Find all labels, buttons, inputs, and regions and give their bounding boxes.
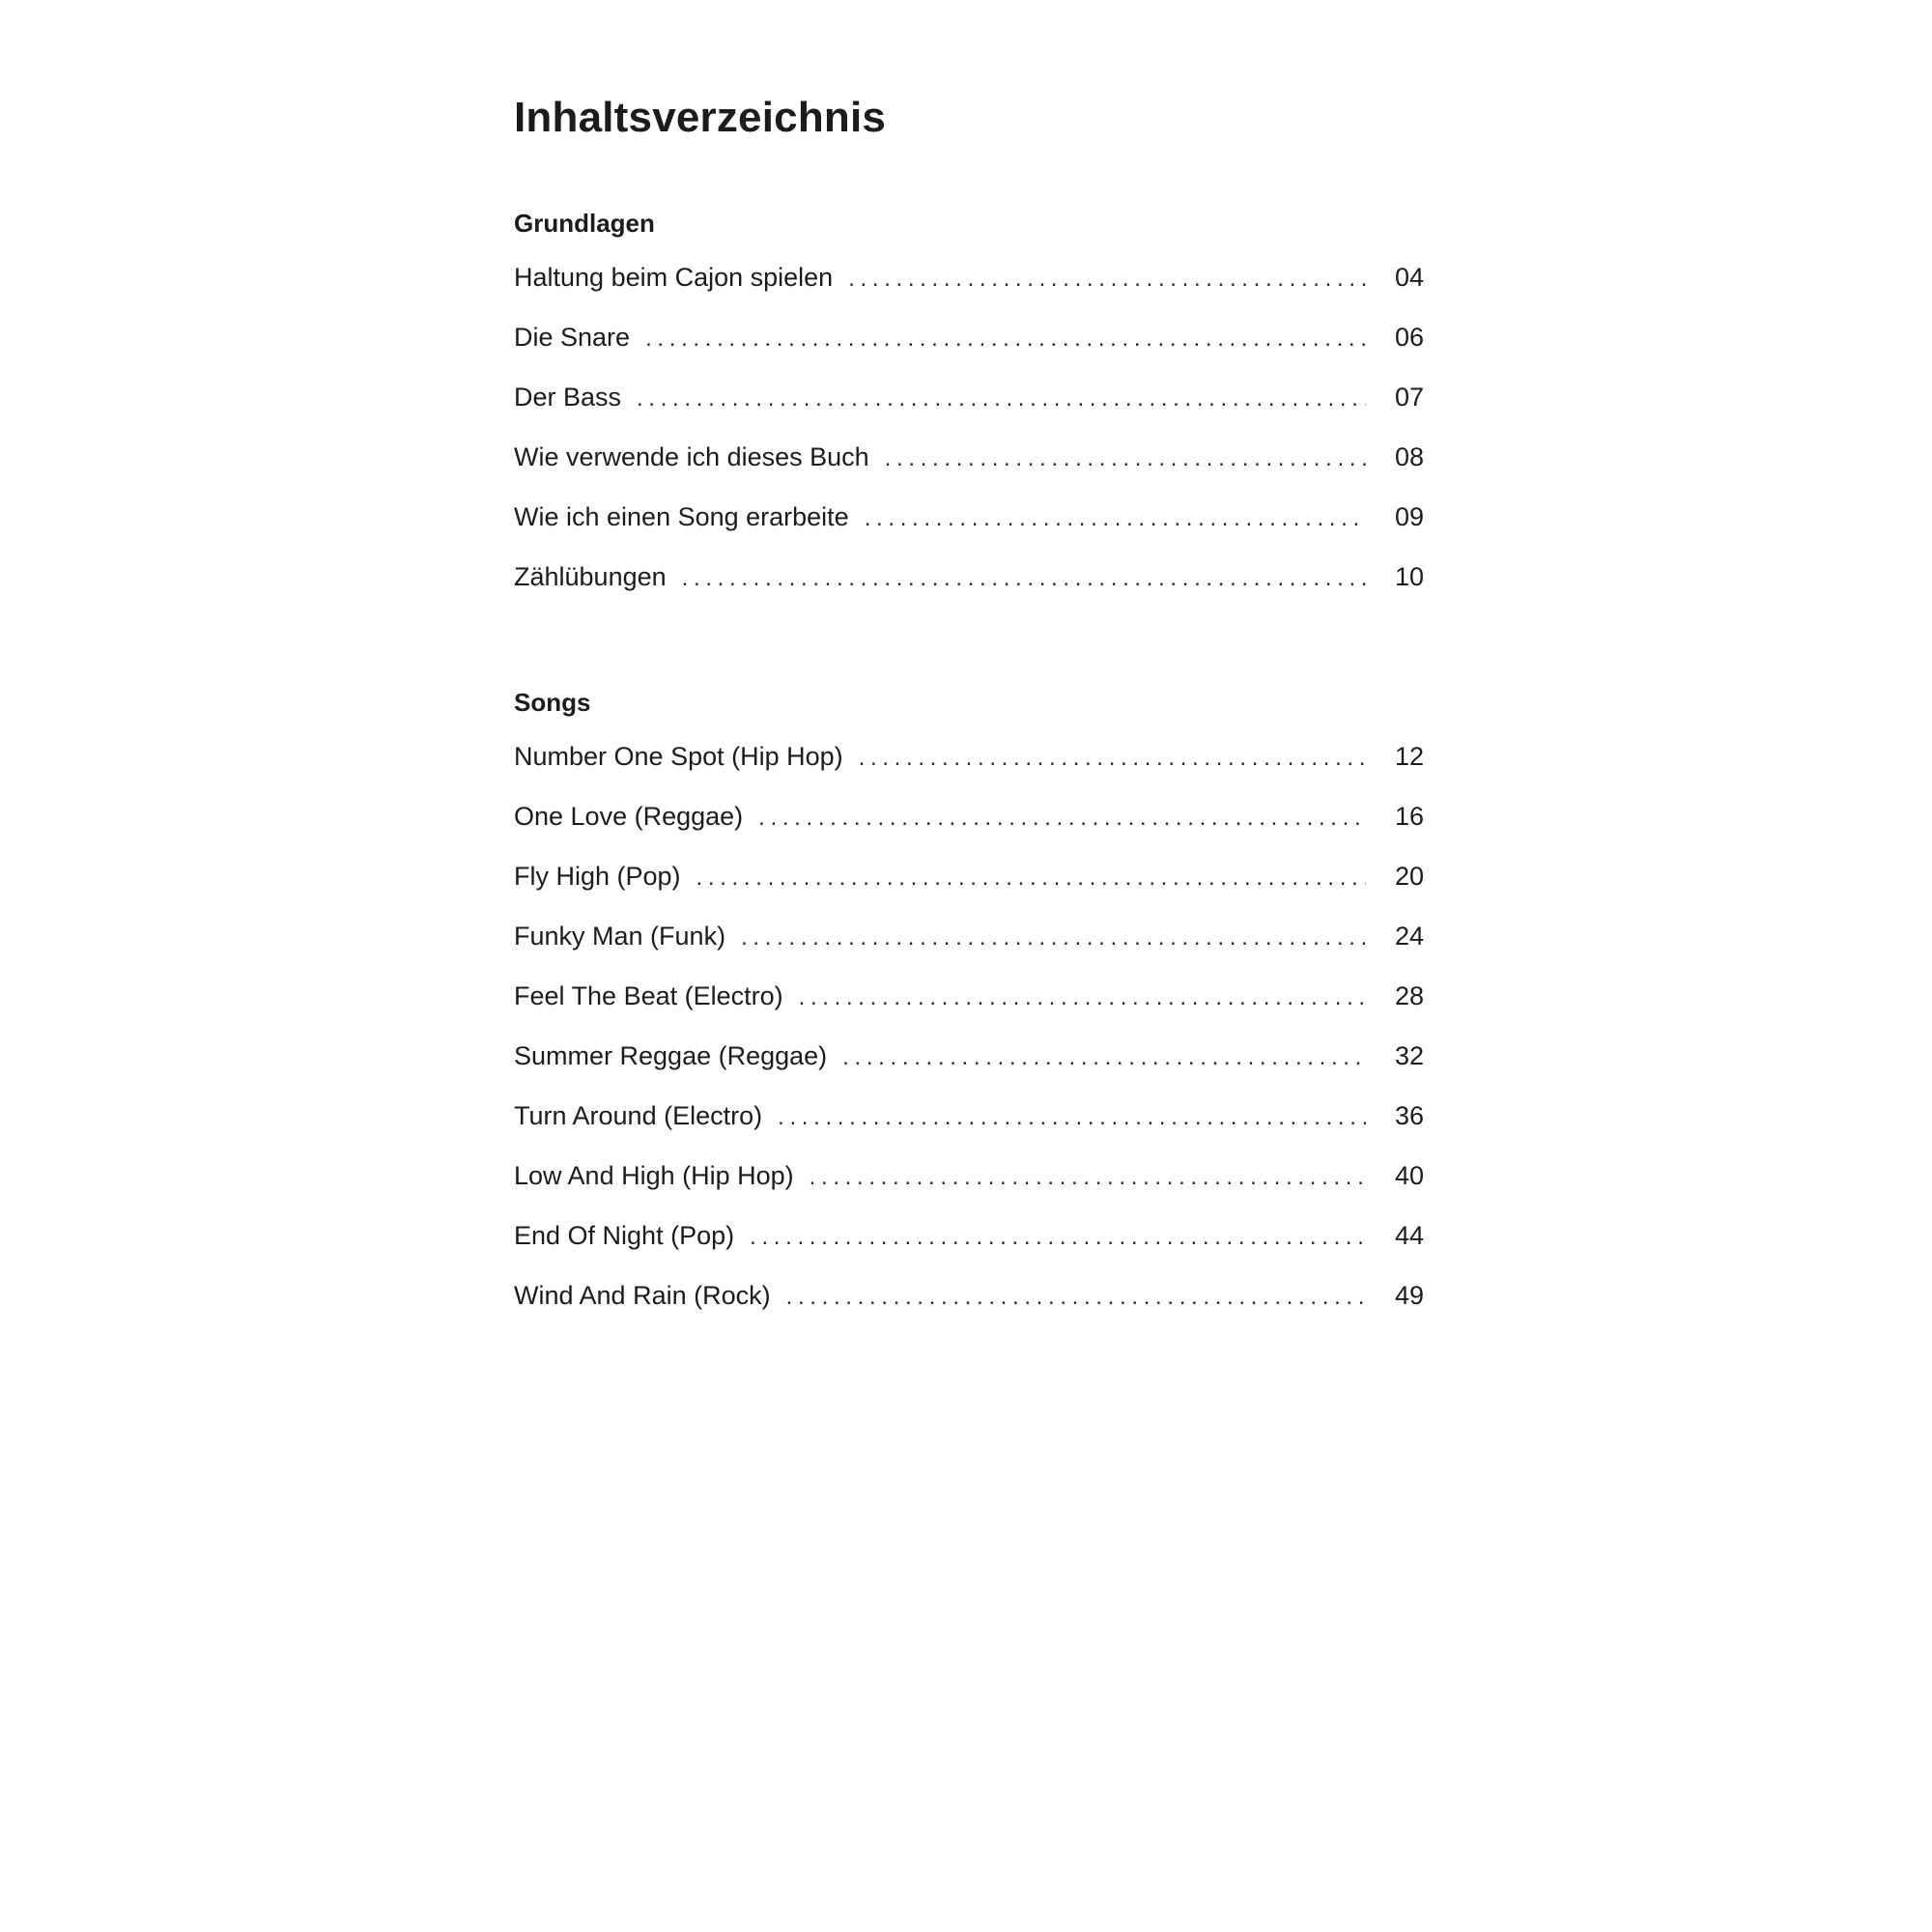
section-heading: Songs <box>514 688 591 717</box>
toc-entry[interactable] <box>514 377 1424 437</box>
dot-leader <box>865 498 1366 539</box>
toc-entry[interactable] <box>514 856 1424 916</box>
dot-leader <box>778 1097 1366 1138</box>
section-heading: Grundlagen <box>514 209 655 238</box>
toc-entry-page: 32 <box>1394 1041 1424 1070</box>
dot-leader <box>696 858 1366 898</box>
toc-entry-label: Der Bass <box>514 383 622 412</box>
toc-entry-label: Low And High (Hip Hop) <box>514 1161 794 1190</box>
section-grundlagen <box>514 203 1424 616</box>
dot-leader <box>810 1157 1366 1198</box>
dot-leader <box>842 1037 1366 1078</box>
toc-entry-label: Turn Around (Electro) <box>514 1101 763 1130</box>
toc-entry-page: 04 <box>1394 263 1424 292</box>
toc-entry-label: Fly High (Pop) <box>514 862 681 891</box>
section-songs <box>514 682 1424 1335</box>
toc-entry-label: Die Snare <box>514 323 631 352</box>
toc-entry-page: 12 <box>1394 742 1424 771</box>
toc-entry[interactable] <box>514 916 1424 976</box>
toc-entry-page: 44 <box>1394 1221 1424 1250</box>
toc-entry-label: Zählübungen <box>514 562 667 591</box>
dot-leader <box>645 319 1366 359</box>
dot-leader <box>848 259 1366 299</box>
dot-leader <box>786 1277 1366 1318</box>
toc-entry-page: 07 <box>1394 383 1424 412</box>
toc-entry-label: Wind And Rain (Rock) <box>514 1281 771 1310</box>
toc-entry[interactable] <box>514 437 1424 497</box>
dot-leader <box>682 558 1366 599</box>
toc-entry[interactable] <box>514 1215 1424 1275</box>
toc-entry-label: End Of Night (Pop) <box>514 1221 735 1250</box>
toc-entry-page: 24 <box>1394 922 1424 951</box>
toc-entry[interactable] <box>514 317 1424 377</box>
toc-entry[interactable] <box>514 556 1424 616</box>
toc-entry-label: Summer Reggae (Reggae) <box>514 1041 828 1070</box>
table-of-contents <box>514 87 1424 1335</box>
toc-entry-page: 49 <box>1394 1281 1424 1310</box>
toc-entry[interactable] <box>514 1036 1424 1095</box>
toc-entry[interactable] <box>514 1095 1424 1155</box>
toc-entry-page: 08 <box>1394 442 1424 471</box>
dot-leader <box>758 798 1366 838</box>
toc-entry[interactable] <box>514 736 1424 796</box>
toc-entry-page: 28 <box>1394 981 1424 1010</box>
page-title: Inhaltsverzeichnis <box>514 94 887 141</box>
toc-entry-page: 16 <box>1394 802 1424 831</box>
dot-leader <box>859 738 1366 779</box>
toc-entry-label: Number One Spot (Hip Hop) <box>514 742 843 771</box>
dot-leader <box>741 918 1366 958</box>
toc-entry-page: 09 <box>1394 502 1424 531</box>
toc-entry[interactable] <box>514 1275 1424 1335</box>
toc-entry-page: 20 <box>1394 862 1424 891</box>
toc-entry-label: Funky Man (Funk) <box>514 922 726 951</box>
toc-entry-page: 06 <box>1394 323 1424 352</box>
dot-leader <box>799 978 1366 1018</box>
toc-entry-label: One Love (Reggae) <box>514 802 744 831</box>
toc-entry[interactable] <box>514 497 1424 556</box>
toc-entry[interactable] <box>514 257 1424 317</box>
toc-entry-label: Feel The Beat (Electro) <box>514 981 783 1010</box>
toc-entry[interactable] <box>514 1155 1424 1215</box>
dot-leader <box>885 439 1366 479</box>
toc-entry-label: Wie ich einen Song erarbeite <box>514 502 849 531</box>
toc-entry-label: Wie verwende ich dieses Buch <box>514 442 869 471</box>
toc-entry[interactable] <box>514 796 1424 856</box>
toc-entry-page: 36 <box>1394 1101 1424 1130</box>
dot-leader <box>637 379 1366 419</box>
toc-entry-label: Haltung beim Cajon spielen <box>514 263 834 292</box>
toc-entry-page: 10 <box>1394 562 1424 591</box>
dot-leader <box>750 1217 1366 1258</box>
toc-entry-page: 40 <box>1394 1161 1424 1190</box>
toc-entry[interactable] <box>514 976 1424 1036</box>
